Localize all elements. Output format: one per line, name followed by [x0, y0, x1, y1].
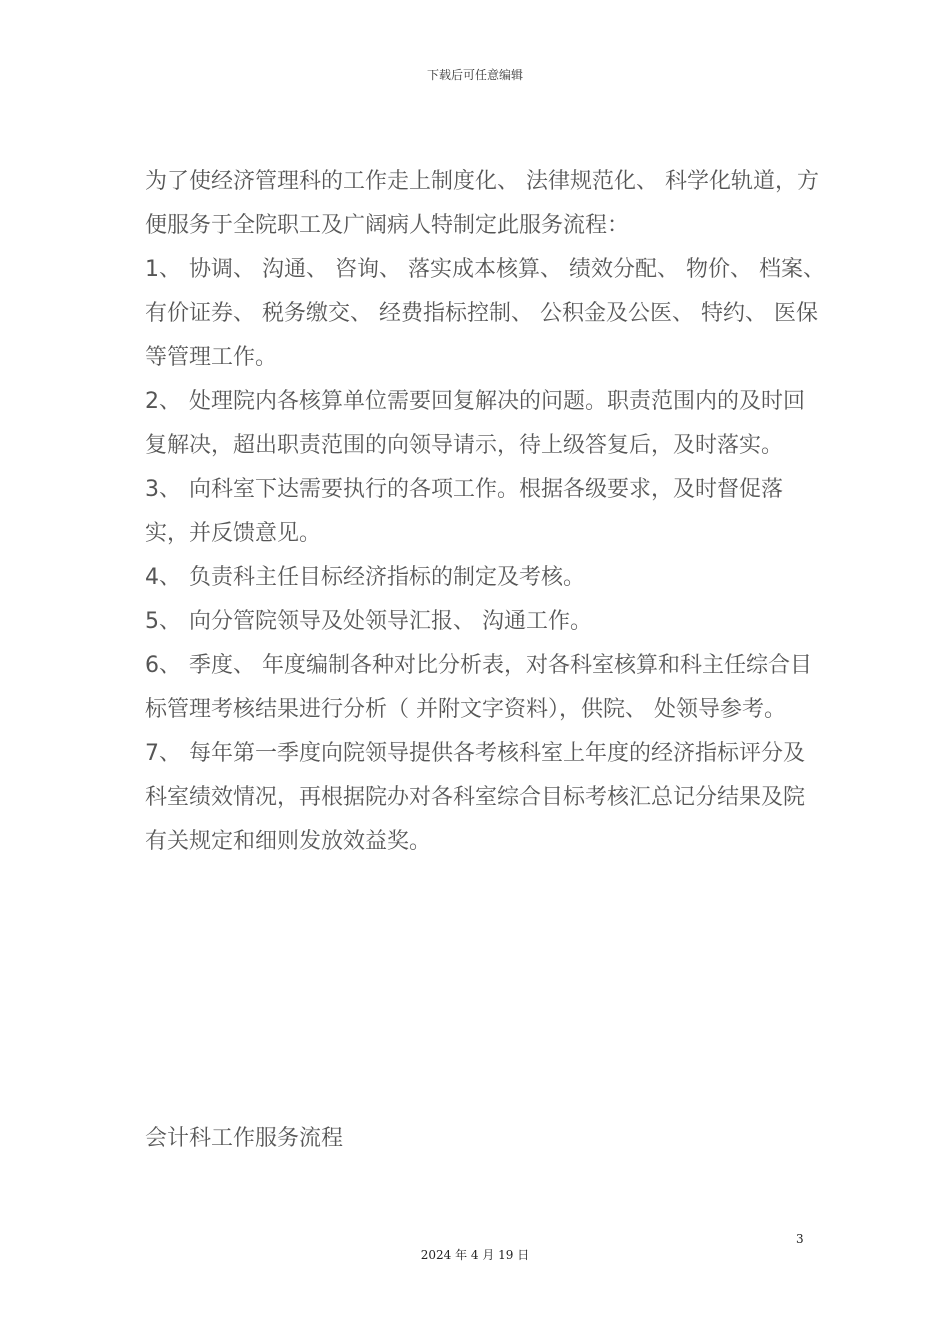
list-item	[145, 248, 825, 380]
item-text: 协调、 沟通、 咨询、 落实成本核算、 绩效分配、 物价、 档案、 有价证券、 税务缴交、 经费指标控制、 公积金及公医、 特约、 医保等管理工作。	[145, 257, 825, 370]
footer-date: 2024 年 4 月 19 日	[420, 1248, 530, 1262]
item-number: 5、	[145, 609, 181, 634]
item-number: 1、	[145, 257, 181, 282]
list-item	[145, 600, 825, 644]
list-item	[145, 732, 825, 864]
document-body	[145, 160, 825, 864]
section-heading: 会计科工作服务流程	[145, 1126, 344, 1151]
item-text: 向科室下达需要执行的各项工作。根据各级要求，及时督促落实，并反馈意见。	[145, 477, 784, 546]
list-item	[145, 380, 825, 468]
list-item	[145, 644, 825, 732]
item-number: 3、	[145, 477, 181, 502]
item-number: 2、	[145, 389, 181, 414]
item-number: 4、	[145, 565, 181, 590]
item-text: 处理院内各核算单位需要回复解决的问题。职责范围内的及时回复解决，超出职责范围的向领导请示，待上级答复后，及时落实。	[145, 389, 806, 458]
header-note: 下载后可任意编辑	[426, 68, 523, 82]
page-number: 3	[796, 1232, 804, 1246]
item-text: 向分管院领导及处领导汇报、 沟通工作。	[189, 609, 592, 634]
item-text: 每年第一季度向院领导提供各考核科室上年度的经济指标评分及科室绩效情况，再根据院办对各科室综合目标考核汇总记分结果及院有关规定和细则发放效益奖。	[145, 741, 806, 854]
item-text: 负责科主任目标经济指标的制定及考核。	[189, 565, 586, 590]
list-item	[145, 556, 825, 600]
intro-paragraph: 为了使经济管理科的工作走上制度化、 法律规范化、 科学化轨道，方便服务于全院职工及广阔病人特制定此服务流程：	[145, 169, 819, 238]
item-number: 6、	[145, 653, 181, 678]
list-item	[145, 468, 825, 556]
item-number: 7、	[145, 741, 181, 766]
item-text: 季度、 年度编制各种对比分析表，对各科室核算和科主任综合目标管理考核结果进行分析（ 并附文字资料），供院、 处领导参考。	[145, 653, 812, 722]
